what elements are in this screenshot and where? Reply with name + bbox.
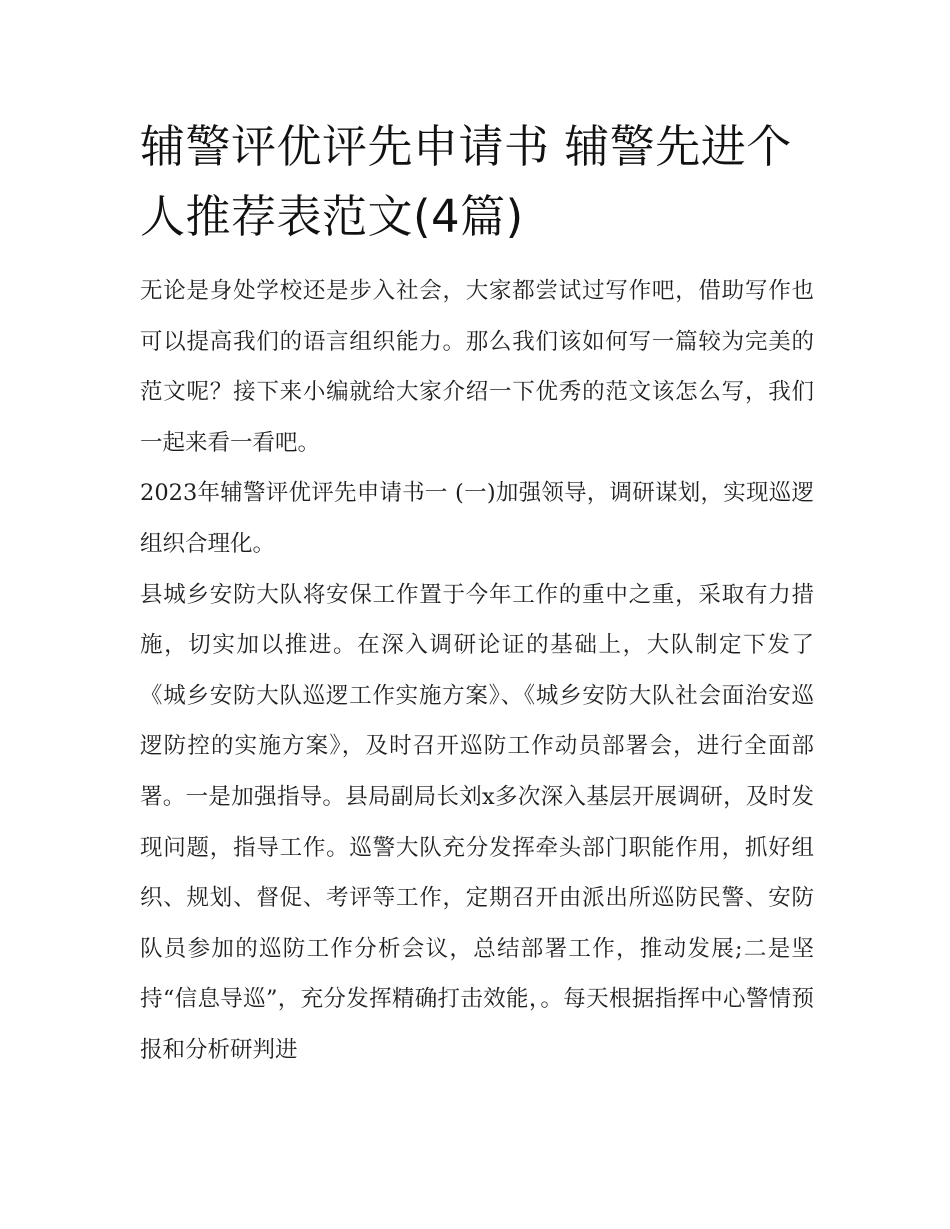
intro-paragraph: 无论是身处学校还是步入社会，大家都尝试过写作吧，借助写作也可以提高我们的语言组织能力。那么我们该如何写一篇较为完美的范文呢？接下来小编就给大家介绍一下优秀的范文该怎么写，我们一起来看一看吧。 [140,278,814,456]
document-title: 辅警评优评先申请书 辅警先进个人推荐表范文(4篇) [140,120,792,243]
section-heading-paragraph: 2023年辅警评优评先申请书一 (一)加强领导，调研谋划，实现巡逻组织合理化。 [140,480,814,557]
document-page [140,112,814,1076]
body-paragraph: 县城乡安防大队将安保工作置于今年工作的重中之重，采取有力措施，切实加以推进。在深入调研论证的基础上，大队制定下发了《城乡安防大队巡逻工作实施方案》、《城乡安防大队社会面治安巡逻防控的实施方案》，及时召开巡防工作动员部署会，进行全面部署。一是加强指导。县局副局长刘x多次深入基层开展调研，及时发现问题，指导工作。巡警大队充分发挥牵头部门职能作用，抓好组织、规划、督促、考评等工作，定期召开由派出所巡防民警、安防队员参加的巡防工作分析会议，总结部署工作，推动发展;二是坚持“信息导巡”，充分发挥精确打击效能，。每天根据指挥中心警情预报和分析研判进 [140,581,814,1063]
document-body [140,266,814,1076]
